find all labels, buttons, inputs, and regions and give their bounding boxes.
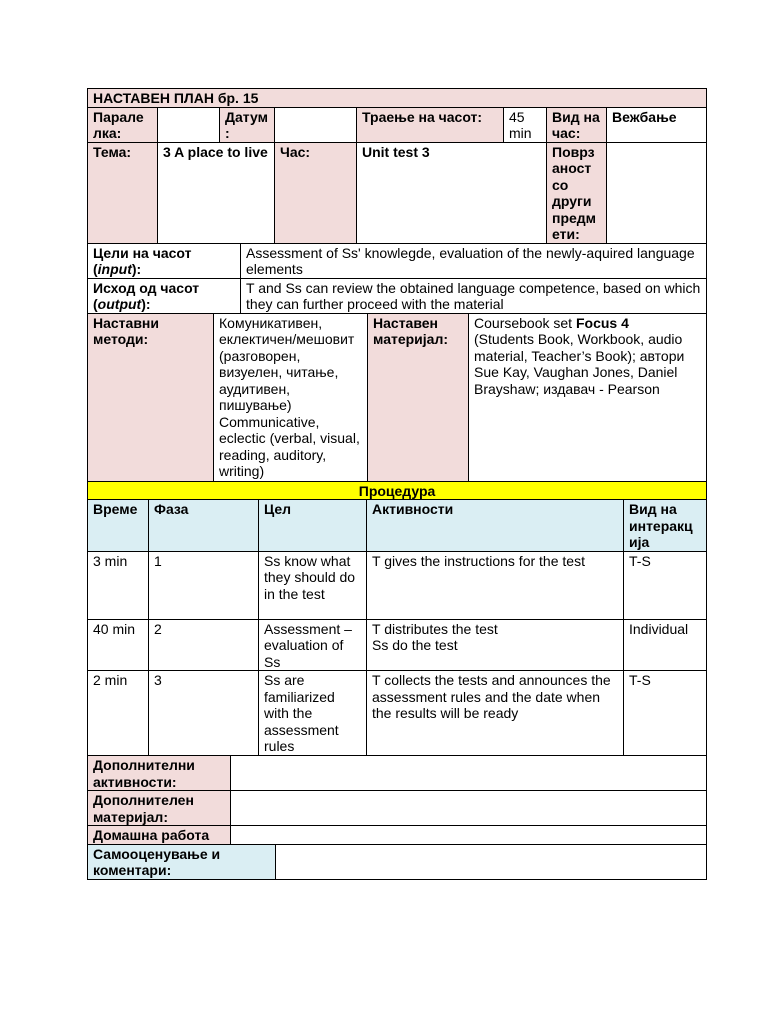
goals-label: Цели на часот (input): <box>88 244 241 279</box>
footer-table <box>87 756 707 880</box>
homework-label: Домашна работа <box>88 826 231 845</box>
class-label: Паралелка: <box>88 107 158 142</box>
date-value <box>275 107 357 142</box>
related-subjects-label: Поврзаност со други предмети: <box>547 142 607 243</box>
topic-label: Тема: <box>88 142 158 243</box>
methods-value-en: Communicative, eclectic (verbal, visual, reading, auditory, writing) <box>219 413 360 479</box>
row-phase: 3 <box>149 671 259 756</box>
lesson-plan-header-table <box>87 88 707 244</box>
row-activities: T distributes the test Ss do the test <box>367 619 624 671</box>
lesson-plan-title: НАСТАВЕН ПЛАН бр. 15 <box>88 89 707 108</box>
lesson-type-value: Вежбање <box>607 107 707 142</box>
self-evaluation-label: Самооценување и коментари: <box>88 844 276 879</box>
lesson-type-label: Вид на час: <box>547 107 607 142</box>
duration-label: Траење на часот: <box>357 107 504 142</box>
methods-value <box>214 313 368 481</box>
methods-label: Наставни методи: <box>88 313 214 481</box>
row-phase: 2 <box>149 619 259 671</box>
self-evaluation-value <box>276 844 707 879</box>
row-goal: Ss are familiarized with the assessment rules <box>259 671 367 756</box>
row-goal: Ss know what they should do in the test <box>259 551 367 619</box>
goals-value: Assessment of Ss' knowlegde, evaluation of the newly-aquired language elements <box>241 244 707 279</box>
row-interaction: T-S <box>624 671 707 756</box>
related-subjects-value <box>607 142 707 243</box>
row-time: 40 min <box>88 619 149 671</box>
extra-material-label: Дополнителен материјал: <box>88 791 231 826</box>
class-value <box>158 107 220 142</box>
extra-activities-value <box>231 756 707 791</box>
outcome-value: T and Ss can review the obtained language competence, based on which they can further proceed with the material <box>241 278 707 313</box>
outcome-label: Исход од часот (output): <box>88 278 241 313</box>
homework-value <box>231 826 707 845</box>
col-header-interaction: Вид на интеракција <box>624 500 707 552</box>
material-label: Наставен материјал: <box>368 313 469 481</box>
coursebook-name: Focus 4 <box>575 314 629 331</box>
col-header-activities: Активности <box>367 500 624 552</box>
col-header-goal: Цел <box>259 500 367 552</box>
goals-methods-table <box>87 244 707 482</box>
row-goal: Assessment – evaluation of Ss <box>259 619 367 671</box>
row-phase: 1 <box>149 551 259 619</box>
date-label: Датум: <box>220 107 275 142</box>
lesson-label: Час: <box>275 142 357 243</box>
duration-value: 45 min <box>504 107 547 142</box>
table-row <box>88 671 707 756</box>
row-interaction: Individual <box>624 619 707 671</box>
row-time: 2 min <box>88 671 149 756</box>
extra-activities-label: Дополнителни активности: <box>88 756 231 791</box>
procedure-table <box>87 482 707 757</box>
col-header-phase: Фаза <box>149 500 259 552</box>
row-activities: T gives the instructions for the test <box>367 551 624 619</box>
table-row <box>88 619 707 671</box>
extra-material-value <box>231 791 707 826</box>
lesson-plan <box>87 88 706 880</box>
material-value: Coursebook set Focus 4 (Students Book, Workbook, audio material, Teacher’s Book); автори Sue Kay, Vaughan Jones, Daniel Brayshaw; издавач - Pearson <box>469 313 707 481</box>
table-row <box>88 551 707 619</box>
outcome-label-em: output <box>97 296 142 312</box>
row-interaction: T-S <box>624 551 707 619</box>
row-time: 3 min <box>88 551 149 619</box>
procedure-title: Процедура <box>88 482 707 500</box>
lesson-value: Unit test 3 <box>357 142 547 243</box>
goals-label-em: input <box>97 261 132 277</box>
row-activities: T collects the tests and announces the assessment rules and the date when the results will be ready <box>367 671 624 756</box>
methods-value-mk: Комуникативен, еклектичен/мешовит (разговорен, визуелен, читање, аудитивен, пишување) <box>219 314 355 413</box>
col-header-time: Време <box>88 500 149 552</box>
topic-value: 3 A place to live <box>158 142 275 243</box>
